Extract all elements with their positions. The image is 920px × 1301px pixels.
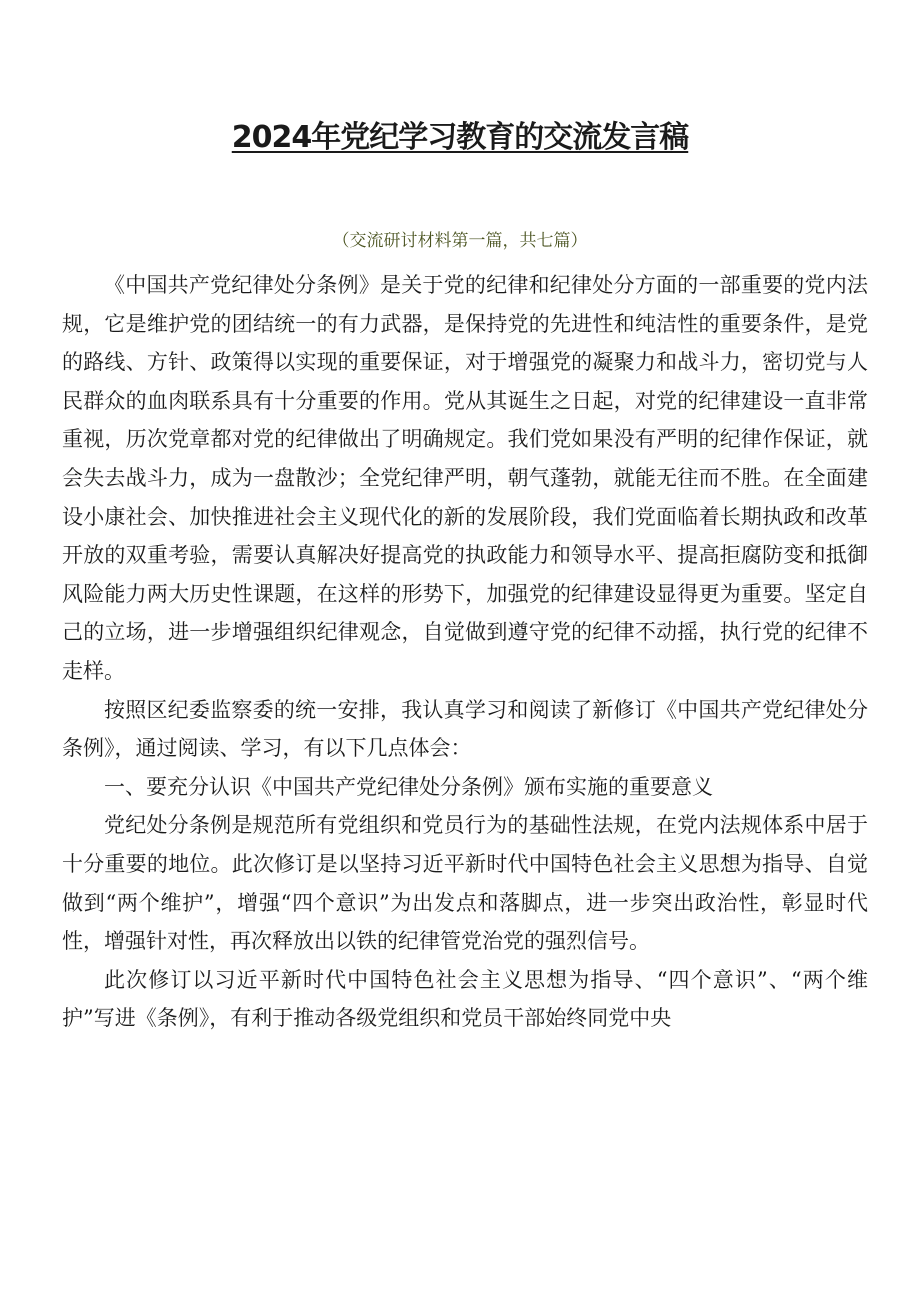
document-title: 2024年党纪学习教育的交流发言稿 (231, 120, 689, 155)
paragraph-intro: 《中国共产党纪律处分条例》是关于党的纪律和纪律处分方面的一部重要的党内法规，它是维护党的团结统一的有力武器，是保持党的先进性和纯洁性的重要条件，是党的路线、方针、政策得以实现的重要保证，对于增强党的凝聚力和战斗力，密切党与人民群众的血肉联系具有十分重要的作用。党从其诞生之日起，对党的纪律建设一直非常重视，历次党章都对党的纪律做出了明确规定。我们党如果没有严明的纪律作保证，就会失去战斗力，成为一盘散沙；全党纪律严明，朝气蓬勃，就能无往而不胜。在全面建设小康社会、加快推进社会主义现代化的新的发展阶段，我们党面临着长期执政和改革开放的双重考验，需要认真解决好提高党的执政能力和领导水平、提高拒腐防变和抵御风险能力两大历史性课题，在这样的形势下，加强党的纪律建设显得更为重要。坚定自己的立场，进一步增强组织纪律观念，自觉做到遵守党的纪律不动摇，执行党的纪律不走样。 (62, 273, 868, 683)
document-body (62, 266, 868, 1038)
paragraph-significance: 党纪处分条例是规范所有党组织和党员行为的基础性法规，在党内法规体系中居于十分重要的地位。此次修订是以坚持习近平新时代中国特色社会主义思想为指导、自觉做到“两个维护”，增强“四个意识”为出发点和落脚点，进一步突出政治性，彰显时代性，增强针对性，再次释放出以铁的纪律管党治党的强烈信号。 (62, 813, 868, 954)
section-heading-1: 一、要充分认识《中国共产党纪律处分条例》颁布实施的重要意义 (104, 774, 713, 799)
paragraph-revision: 此次修订以习近平新时代中国特色社会主义思想为指导、“四个意识”、“两个维护”写进《条例》，有利于推动各级党组织和党员干部始终同党中央 (62, 967, 868, 1031)
paragraph-arrangement: 按照区纪委监察委的统一安排，我认真学习和阅读了新修订《中国共产党纪律处分条例》，通过阅读、学习，有以下几点体会： (62, 697, 868, 761)
document-subtitle: （交流研讨材料第一篇，共七篇） (332, 231, 588, 251)
